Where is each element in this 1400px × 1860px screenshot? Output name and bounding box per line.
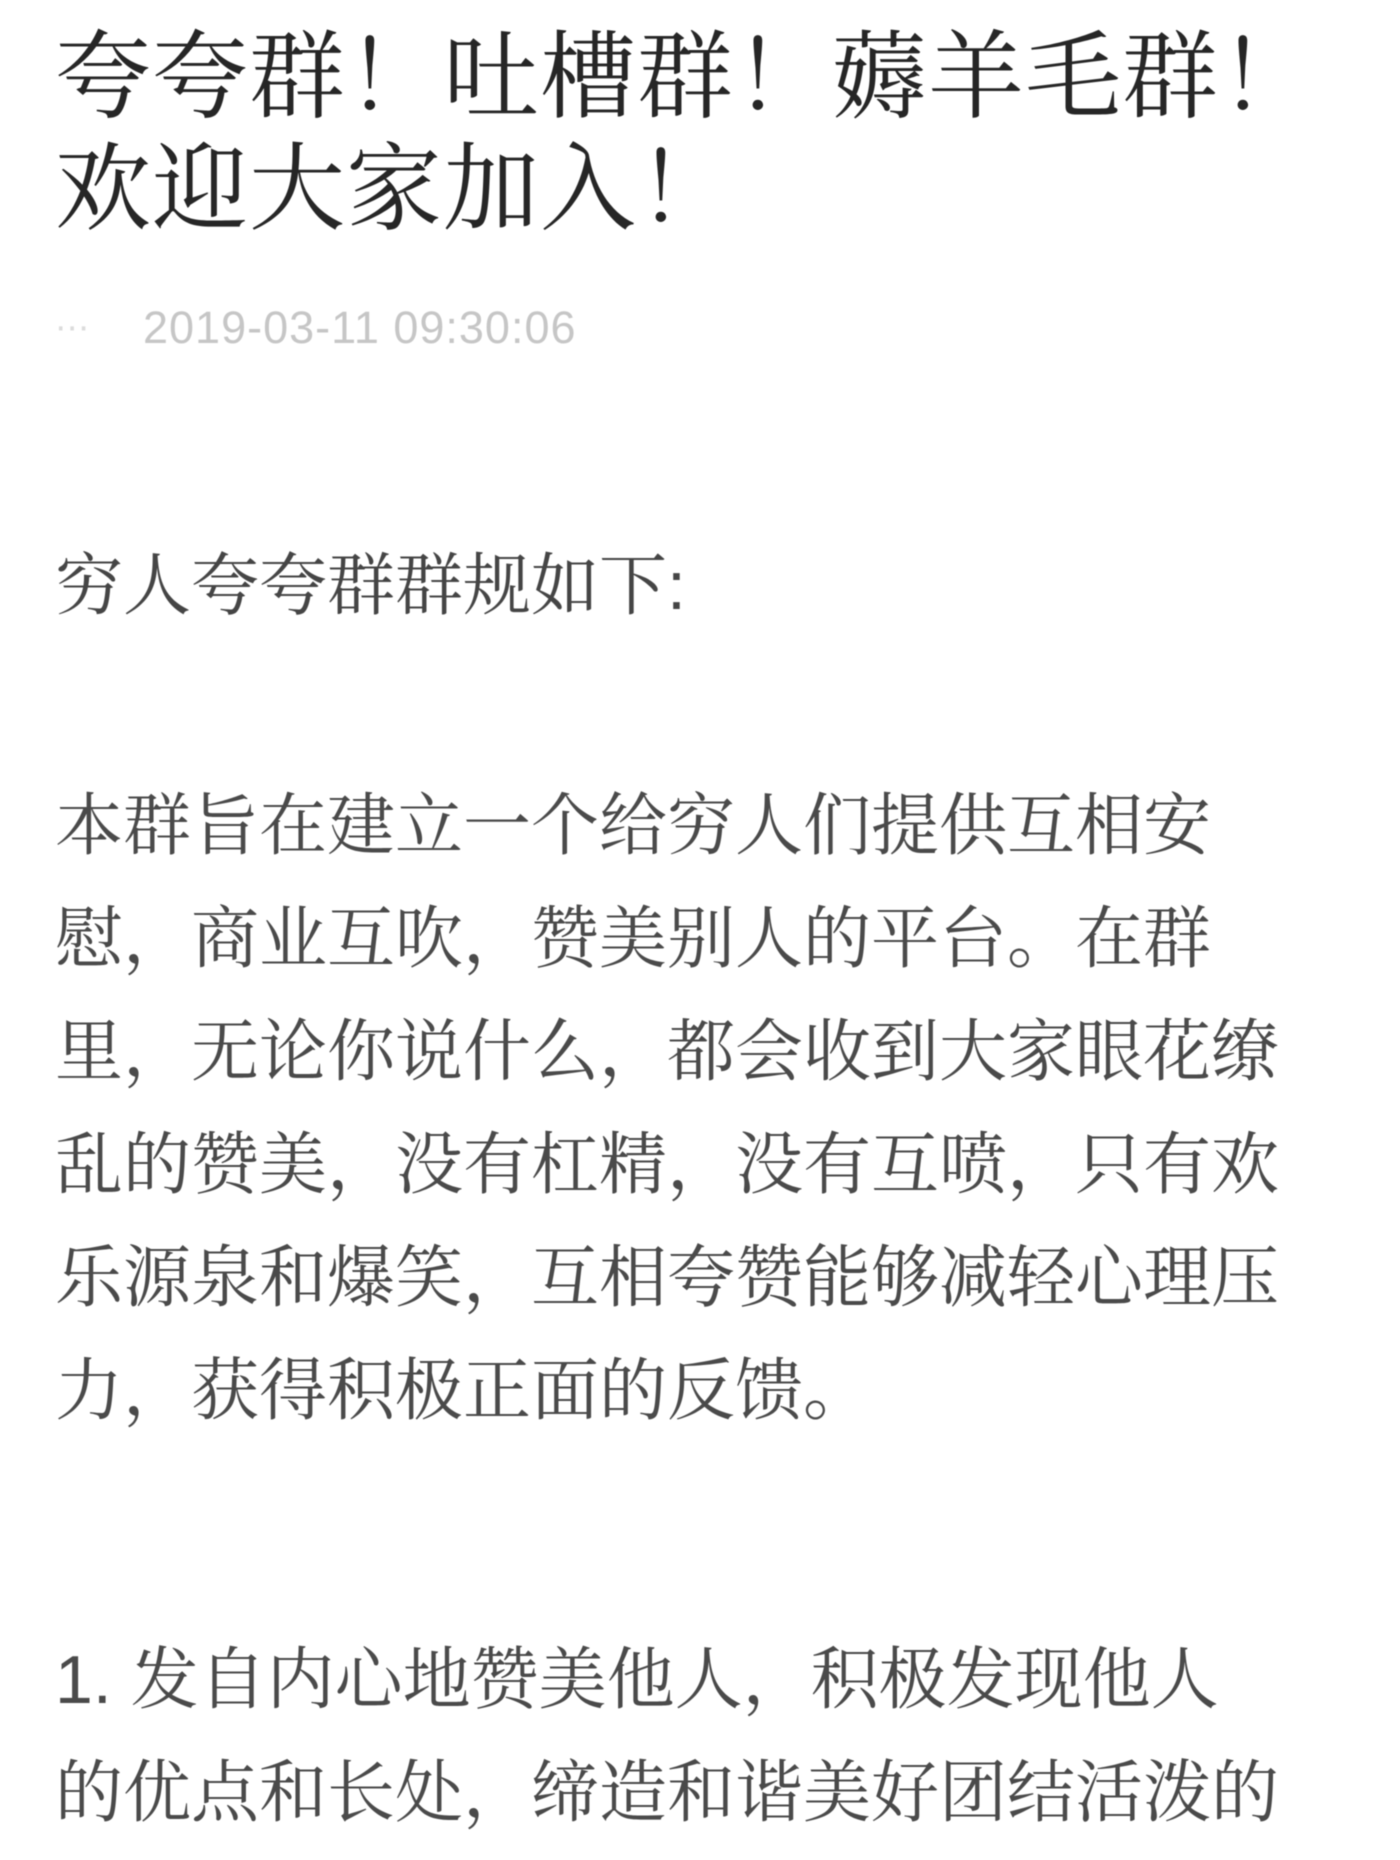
text-line: 1. 发自内心地赞美他人，积极发现他人: [55, 1642, 1219, 1718]
text-line: 慰，商业互吹，赞美别人的平台。在群: [55, 901, 1212, 977]
post-meta-row: [55, 300, 1345, 356]
text-line: 乱的赞美，没有杠精，没有互喷，只有欢: [55, 1127, 1280, 1203]
text-line: 力，获得积极正面的反馈。: [55, 1353, 872, 1429]
rules-heading: 穷人夸夸群群规如下:: [55, 548, 686, 624]
text-line: 夸夸群！吐槽群！薅羊毛群！: [55, 24, 1316, 131]
post-title: [55, 22, 1345, 246]
text-line: 的优点和长处，缔造和谐美好团结活泼的: [55, 1755, 1280, 1831]
text-line: 本群旨在建立一个给穷人们提供互相安: [55, 788, 1212, 864]
blurred-author-mark: ⋯: [55, 309, 85, 347]
rule-item-1: [55, 1624, 1345, 1850]
text-line: 欢迎大家加入！: [55, 136, 734, 243]
intro-paragraph: [55, 770, 1345, 1448]
text-line: 里，无论你说什么，都会收到大家眼花缭: [55, 1014, 1280, 1090]
post-timestamp: 2019-03-11 09:30:06: [143, 302, 577, 353]
text-line: 乐源泉和爆笑，互相夸赞能够减轻心理压: [55, 1240, 1280, 1316]
